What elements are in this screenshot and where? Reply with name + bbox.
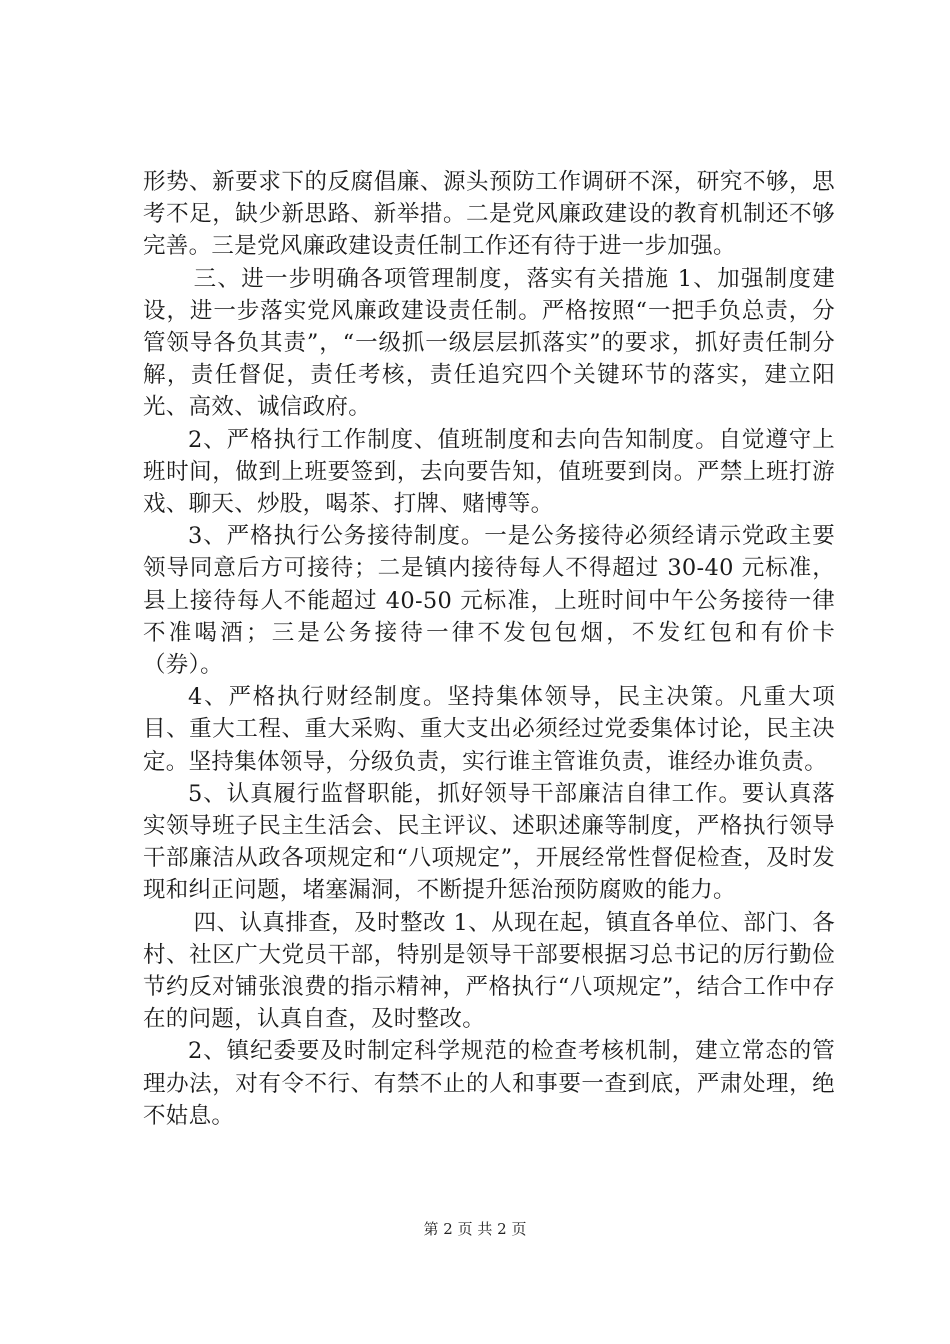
page-footer: 第 2 页 共 2 页: [423, 1220, 527, 1238]
paragraph-section-four: 四、认真排查，及时整改 1、从现在起，镇直各单位、部门、各村、社区广大党员干部，特别是领导干部要根据习总书记的厉行勤俭节约反对铺张浪费的指示精神，严格执行“八项规定”，结合工作中存在的问题，认真自查，及时整改。: [143, 909, 835, 1033]
paragraph-item-2-duty-system: 2、严格执行工作制度、值班制度和去向告知制度。自觉遵守上班时间，做到上班要签到，去向要告知，值班要到岗。严禁上班打游戏、聊天、炒股，喝茶、打牌、赌博等。: [143, 426, 835, 518]
paragraph-item-5-supervision: 5、认真履行监督职能，抓好领导干部廉洁自律工作。要认真落实领导班子民主生活会、民主评议、述职述廉等制度，严格执行领导干部廉洁从政各项规定和“八项规定”，开展经常性督促检查，及时发现和纠正问题，堵塞漏洞，不断提升惩治预防腐败的能力。: [143, 780, 835, 904]
document-body: [143, 166, 835, 1132]
paragraph-continuation: 形势、新要求下的反腐倡廉、源头预防工作调研不深，研究不够，思考不足，缺少新思路、新举措。二是党风廉政建设的教育机制还不够完善。三是党风廉政建设责任制工作还有待于进一步加强。: [143, 169, 835, 260]
paragraph-section-three: 三、进一步明确各项管理制度，落实有关措施 1、加强制度建设，进一步落实党风廉政建设责任制。严格按照“一把手负总责，分管领导各负其责”，“一级抓一级层层抓落实”的要求，抓好责任制分解，责任督促，责任考核，责任追究四个关键环节的落实，建立阳光、高效、诚信政府。: [143, 265, 835, 421]
paragraph-item-2-inspection: 2、镇纪委要及时制定科学规范的检查考核机制，建立常态的管理办法，对有令不行、有禁不止的人和事要一查到底，严肃处理，绝不姑息。: [143, 1038, 835, 1129]
paragraph-item-4-finance-system: 4、严格执行财经制度。坚持集体领导，民主决策。凡重大项目、重大工程、重大采购、重大支出必须经过党委集体讨论，民主决定。坚持集体领导，分级负责，实行谁主管谁负责，谁经办谁负责。: [143, 684, 835, 775]
paragraph-item-3-reception-system: 3、严格执行公务接待制度。一是公务接待必须经请示党政主要领导同意后方可接待；二是镇内接待每人不得超过 30-40 元标准，县上接待每人不能超过 40-50 元标准，上班时间中午公务接待一律不准喝酒；三是公务接待一律不发包包烟，不发红包和有价卡（券）。: [143, 523, 835, 679]
